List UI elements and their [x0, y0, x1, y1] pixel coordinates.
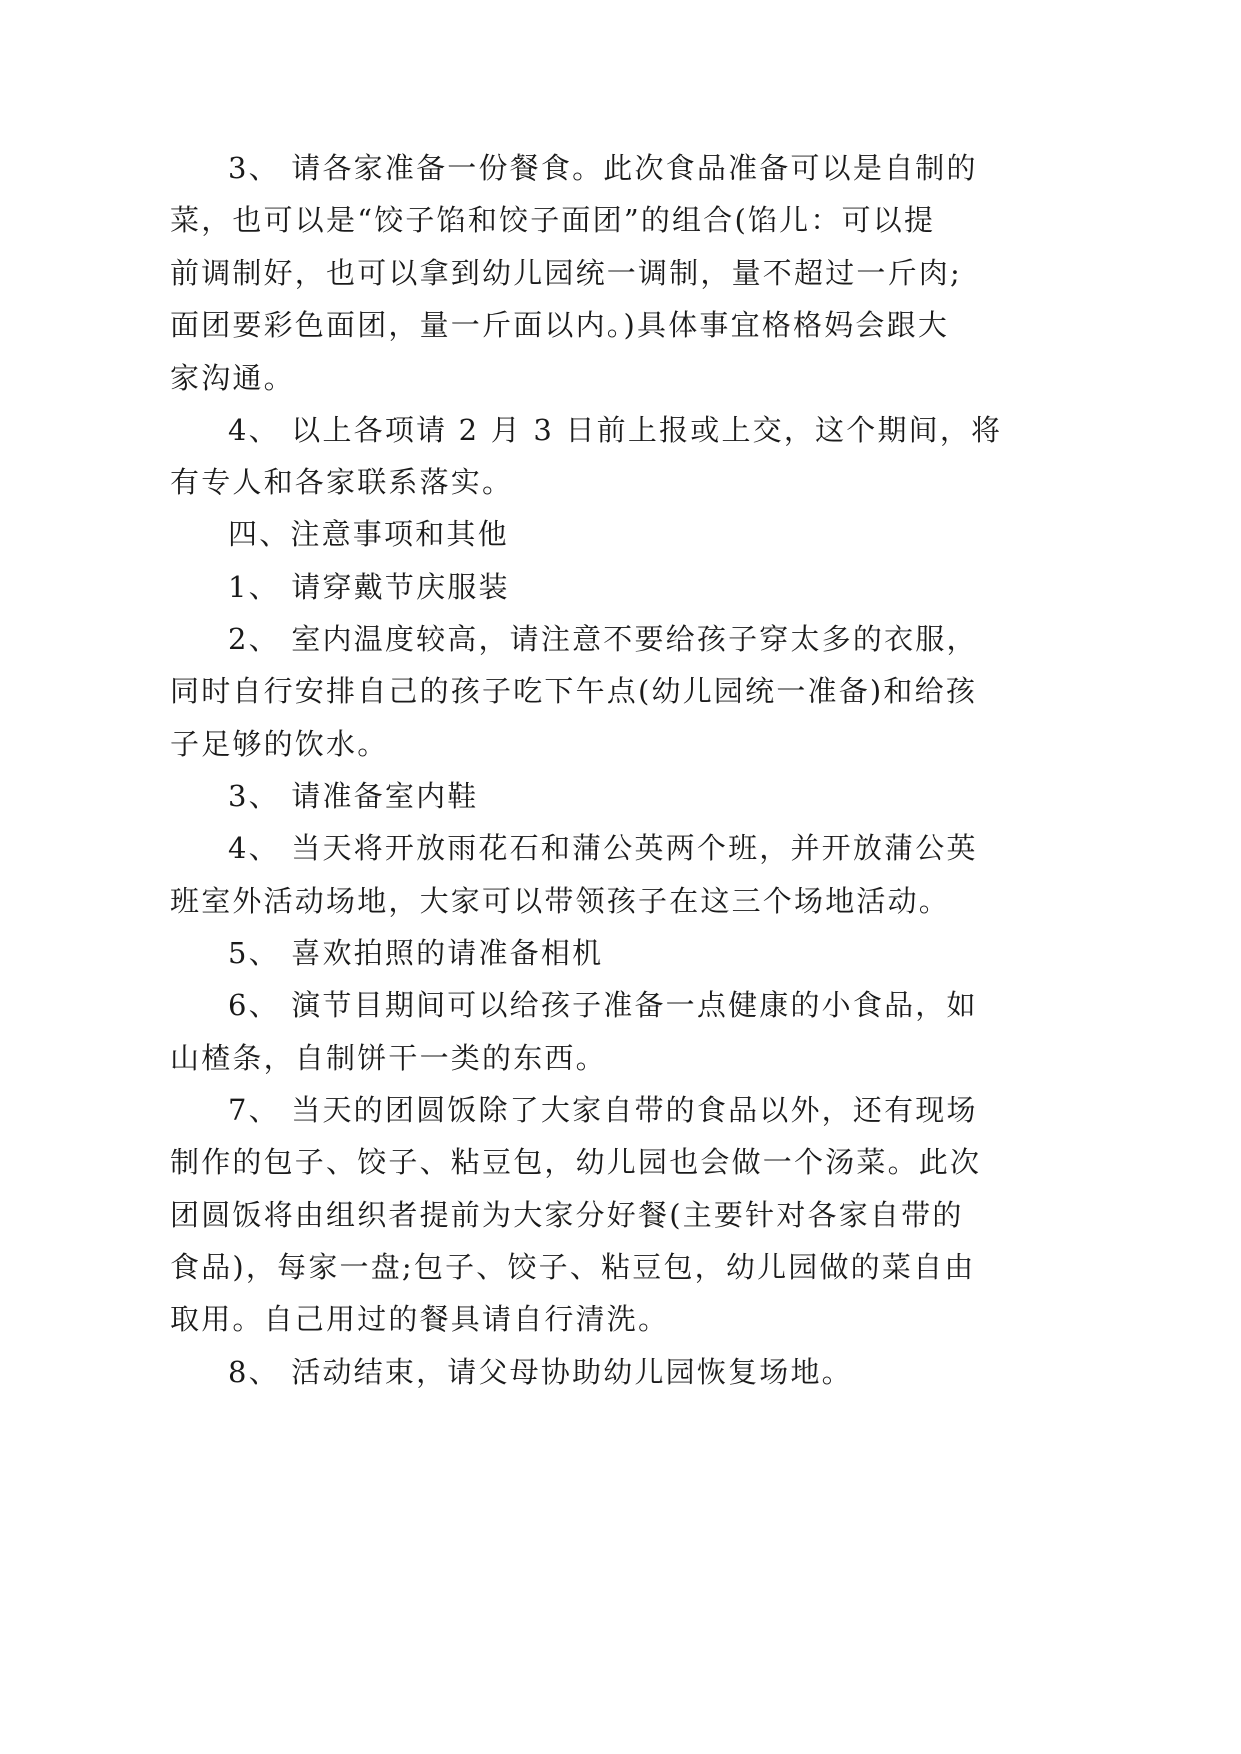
- text-line: 制作的包子、饺子、粘豆包，幼儿园也会做一个汤菜。此次: [170, 1145, 982, 1179]
- text-line: 4、 当天将开放雨花石和蒲公英两个班，并开放蒲公英: [228, 831, 978, 865]
- text-line: 家沟通。: [170, 361, 295, 395]
- text-line: 7、 当天的团圆饭除了大家自带的食品以外，还有现场: [228, 1093, 978, 1127]
- text-line: 有专人和各家联系落实。: [170, 465, 514, 499]
- text-line: 5、 喜欢拍照的请准备相机: [228, 936, 604, 970]
- text-line: 1、 请穿戴节庆服装: [228, 570, 510, 604]
- text-line: 同时自行安排自己的孩子吃下午点(幼儿园统一准备)和给孩: [170, 674, 978, 708]
- text-line: 面团要彩色面团，量一斤面以内。)具体事宜格格妈会跟大: [170, 308, 950, 342]
- text-line: 前调制好，也可以拿到幼儿园统一调制，量不超过一斤肉;: [170, 256, 962, 290]
- text-line: 食品)，每家一盘;包子、饺子、粘豆包，幼儿园做的菜自由: [170, 1250, 976, 1284]
- text-line: 4、 以上各项请 2 月 3 日前上报或上交，这个期间，将: [228, 413, 1003, 447]
- text-line: 菜，也可以是“饺子馅和饺子面团”的组合(馅儿：可以提: [170, 203, 936, 237]
- text-line: 2、 室内温度较高，请注意不要给孩子穿太多的衣服，: [228, 622, 978, 656]
- text-line: 3、 请准备室内鞋: [228, 779, 479, 813]
- section-heading: 四、注意事项和其他: [228, 517, 509, 551]
- text-line: 3、 请各家准备一份餐食。此次食品准备可以是自制的: [228, 151, 978, 185]
- text-line: 6、 演节目期间可以给孩子准备一点健康的小食品，如: [228, 988, 978, 1022]
- text-line: 班室外活动场地，大家可以带领孩子在这三个场地活动。: [170, 884, 951, 918]
- text-line: 子足够的饮水。: [170, 727, 389, 761]
- text-line: 8、 活动结束，请父母协助幼儿园恢复场地。: [228, 1355, 853, 1389]
- text-line: 山楂条，自制饼干一类的东西。: [170, 1041, 607, 1075]
- text-line: 取用。自己用过的餐具请自行清洗。: [170, 1302, 670, 1336]
- text-line: 团圆饭将由组织者提前为大家分好餐(主要针对各家自带的: [170, 1198, 964, 1232]
